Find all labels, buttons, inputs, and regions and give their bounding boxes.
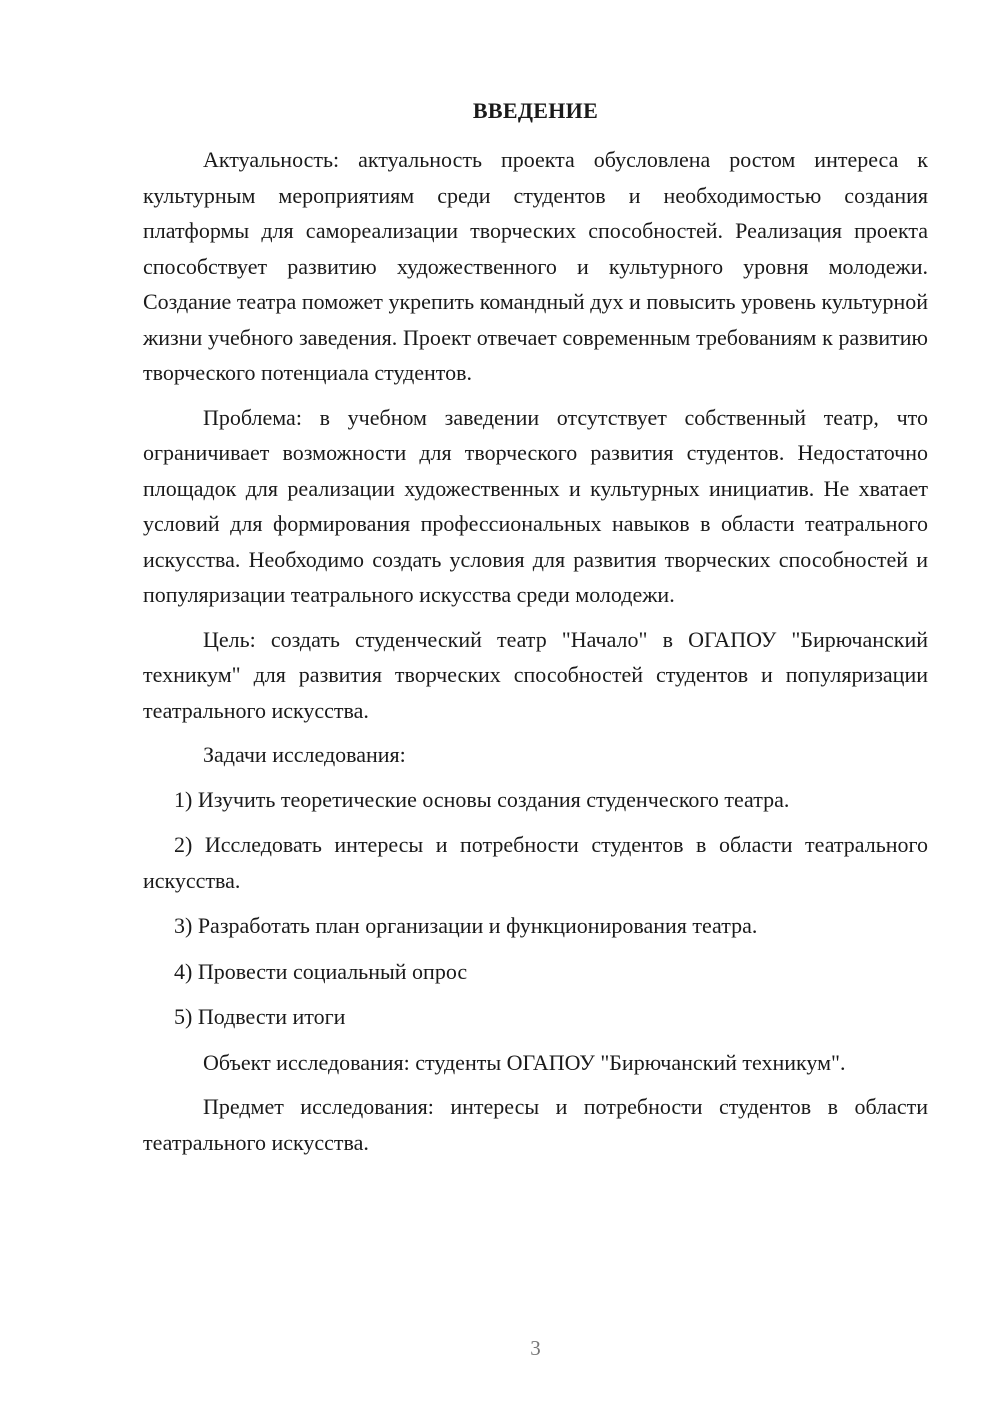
page-title: ВВЕДЕНИЕ	[472, 98, 599, 123]
paragraph-goal: Цель: создать студенческий театр "Начало" в ОГАПОУ "Бирючанский техникум" для развития творческих способностей студентов и популяризации театрального искусства.	[143, 626, 928, 723]
paragraph-research-object: Объект исследования: студенты ОГАПОУ "Бирючанский техникум".	[203, 1049, 846, 1075]
document-body	[143, 142, 928, 1169]
task-item-3: 3) Разработать план организации и функционирования театра.	[174, 913, 758, 938]
paragraph-tasks-heading: Задачи исследования:	[203, 742, 406, 767]
page-number: 3	[530, 1336, 541, 1360]
task-item-2: 2) Исследовать интересы и потребности студентов в области театрального искусства.	[143, 832, 928, 893]
task-item-4: 4) Провести социальный опрос	[174, 958, 468, 984]
paragraph-research-subject: Предмет исследования: интересы и потребности студентов в области театрального искусства.	[143, 1094, 928, 1155]
paragraph-problem: Проблема: в учебном заведении отсутствует собственный театр, что ограничивает возможности для творческого развития студентов. Недостаточно площадок для реализации художественных и культурных инициатив. Не хватает условий для формирования профессиональных навыков в области театрального искусства. Необходимо создать условия для развития творческих способностей и популяризации театрального искусства среди молодежи.	[143, 404, 928, 607]
document-page	[143, 0, 928, 1414]
task-item-5: 5) Подвести итоги	[174, 1004, 346, 1029]
task-item-1: 1) Изучить теоретические основы создания студенческого театра.	[174, 786, 790, 812]
paragraph-relevance: Актуальность: актуальность проекта обусловлена ростом интереса к культурным мероприятиям среди студентов и необходимостью создания платформы для самореализации творческих способностей. Реализация проекта способствует развитию художественного и культурного уровня молодежи. Создание театра поможет укрепить командный дух и повысить уровень культурной жизни учебного заведения. Проект отвечает современным требованиям к развитию творческого потенциала студентов.	[143, 147, 928, 385]
